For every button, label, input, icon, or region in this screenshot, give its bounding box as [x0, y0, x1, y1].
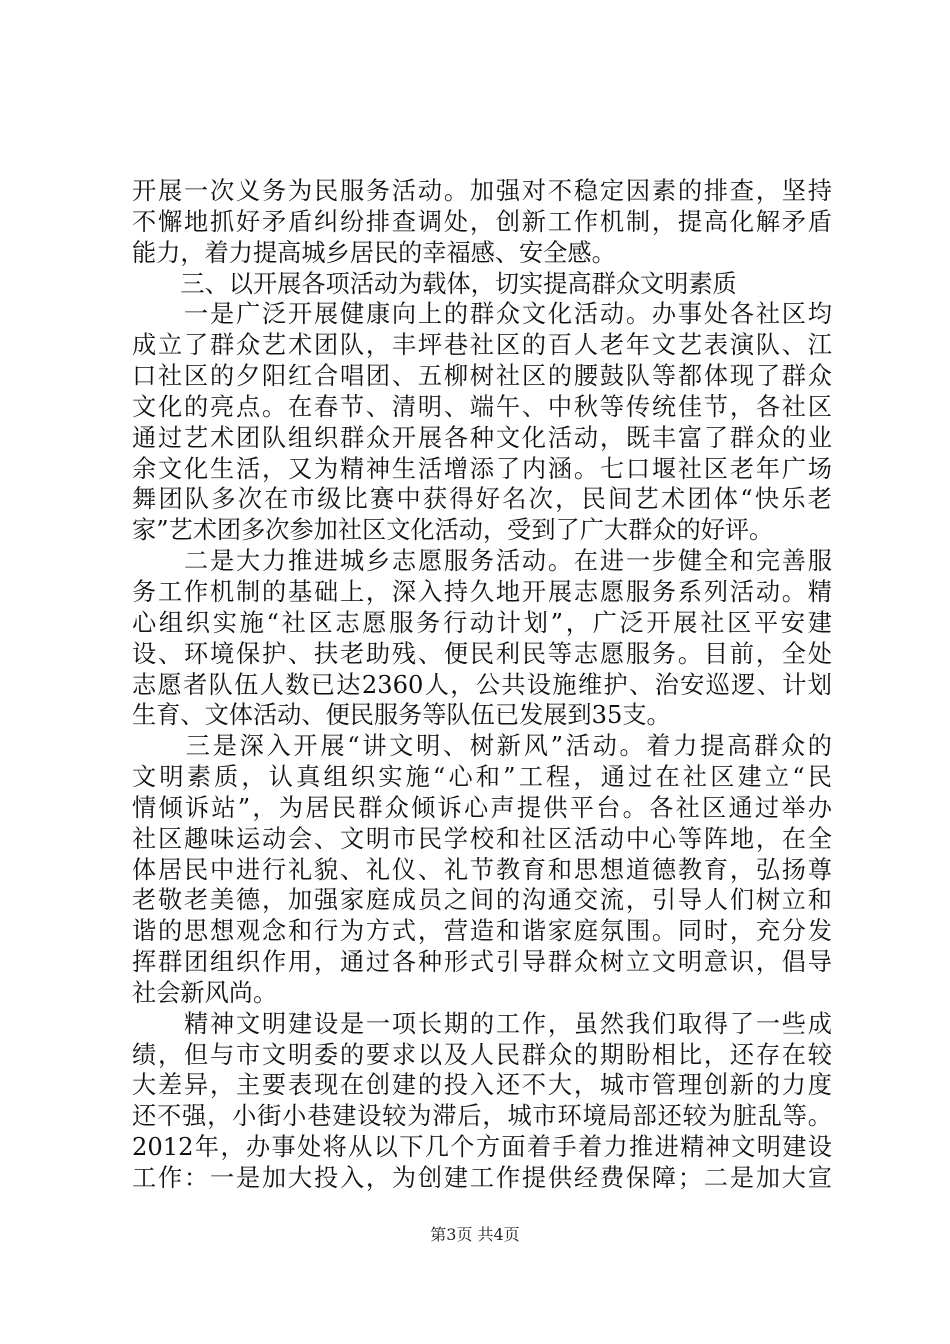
text-line: 三是深入开展“讲文明、树新风”活动。着力提高群众的: [132, 732, 832, 761]
text-line: 文化的亮点。在春节、清明、端午、中秋等传统佳节，各社区: [132, 392, 832, 421]
text-line: 还不强，小街小巷建设较为滞后，城市环境局部还较为脏乱等。: [132, 1102, 832, 1131]
document-body: [132, 176, 832, 1194]
text-line: 三、以开展各项活动为载体，切实提高群众文明素质: [132, 269, 737, 298]
text-line: 谐的思想观念和行为方式，营造和谐家庭氛围。同时，充分发: [132, 917, 832, 946]
text-line: 舞团队多次在市级比赛中获得好名次，民间艺术团体“快乐老: [132, 485, 832, 514]
text-line: 精神文明建设是一项长期的工作，虽然我们取得了一些成: [132, 1009, 832, 1038]
text-line: 大差异，主要表现在创建的投入还不大，城市管理创新的力度: [132, 1071, 832, 1100]
text-line: 设、环境保护、扶老助残、便民利民等志愿服务。目前，全处: [132, 639, 832, 668]
text-line: 余文化生活，又为精神生活增添了内涵。七口堰社区老年广场: [132, 454, 832, 483]
text-line: 能力，着力提高城乡居民的幸福感、安全感。: [132, 238, 616, 267]
text-line: 口社区的夕阳红合唱团、五柳树社区的腰鼓队等都体现了群众: [132, 362, 832, 391]
text-line: 家”艺术团多次参加社区文化活动，受到了广大群众的好评。: [132, 516, 774, 545]
text-line: 成立了群众艺术团队，丰坪巷社区的百人老年文艺表演队、江: [132, 331, 832, 360]
text-line: 社区趣味运动会、文明市民学校和社区活动中心等阵地，在全: [132, 824, 832, 853]
text-line: 挥群团组织作用，通过各种形式引导群众树立文明意识，倡导: [132, 948, 832, 977]
text-line: 通过艺术团队组织群众开展各种文化活动，既丰富了群众的业: [132, 423, 832, 452]
text-line: 老敬老美德，加强家庭成员之间的沟通交流，引导人们树立和: [132, 886, 832, 915]
text-line: 社会新风尚。: [132, 978, 278, 1007]
text-line: 工作：一是加大投入，为创建工作提供经费保障；二是加大宣: [132, 1164, 832, 1192]
text-line: 一是广泛开展健康向上的群众文化活动。办事处各社区均: [132, 300, 832, 329]
text-line: 情倾诉站”，为居民群众倾诉心声提供平台。各社区通过举办: [132, 793, 832, 822]
text-line: 2012年，办事处将从以下几个方面着手着力推进精神文明建设: [132, 1133, 832, 1162]
text-line: 二是大力推进城乡志愿服务活动。在进一步健全和完善服: [132, 547, 832, 576]
page-footer: 第3页 共4页: [430, 1225, 520, 1244]
text-line: 不懈地抓好矛盾纠纷排查调处，创新工作机制，提高化解矛盾: [132, 207, 832, 236]
text-line: 生育、文体活动、便民服务等队伍已发展到35支。: [132, 701, 671, 730]
text-line: 文明素质，认真组织实施“心和”工程，通过在社区建立“民: [132, 763, 832, 792]
text-line: 志愿者队伍人数已达2360人，公共设施维护、治安巡逻、计划: [132, 670, 832, 699]
text-line: 绩，但与市文明委的要求以及人民群众的期盼相比，还存在较: [132, 1040, 832, 1069]
text-line: 心组织实施“社区志愿服务行动计划”，广泛开展社区平安建: [132, 608, 832, 637]
text-line: 开展一次义务为民服务活动。加强对不稳定因素的排查，坚持: [132, 177, 832, 205]
text-line: 体居民中进行礼貌、礼仪、礼节教育和思想道德教育，弘扬尊: [132, 855, 832, 884]
text-line: 务工作机制的基础上，深入持久地开展志愿服务系列活动。精: [132, 577, 832, 606]
